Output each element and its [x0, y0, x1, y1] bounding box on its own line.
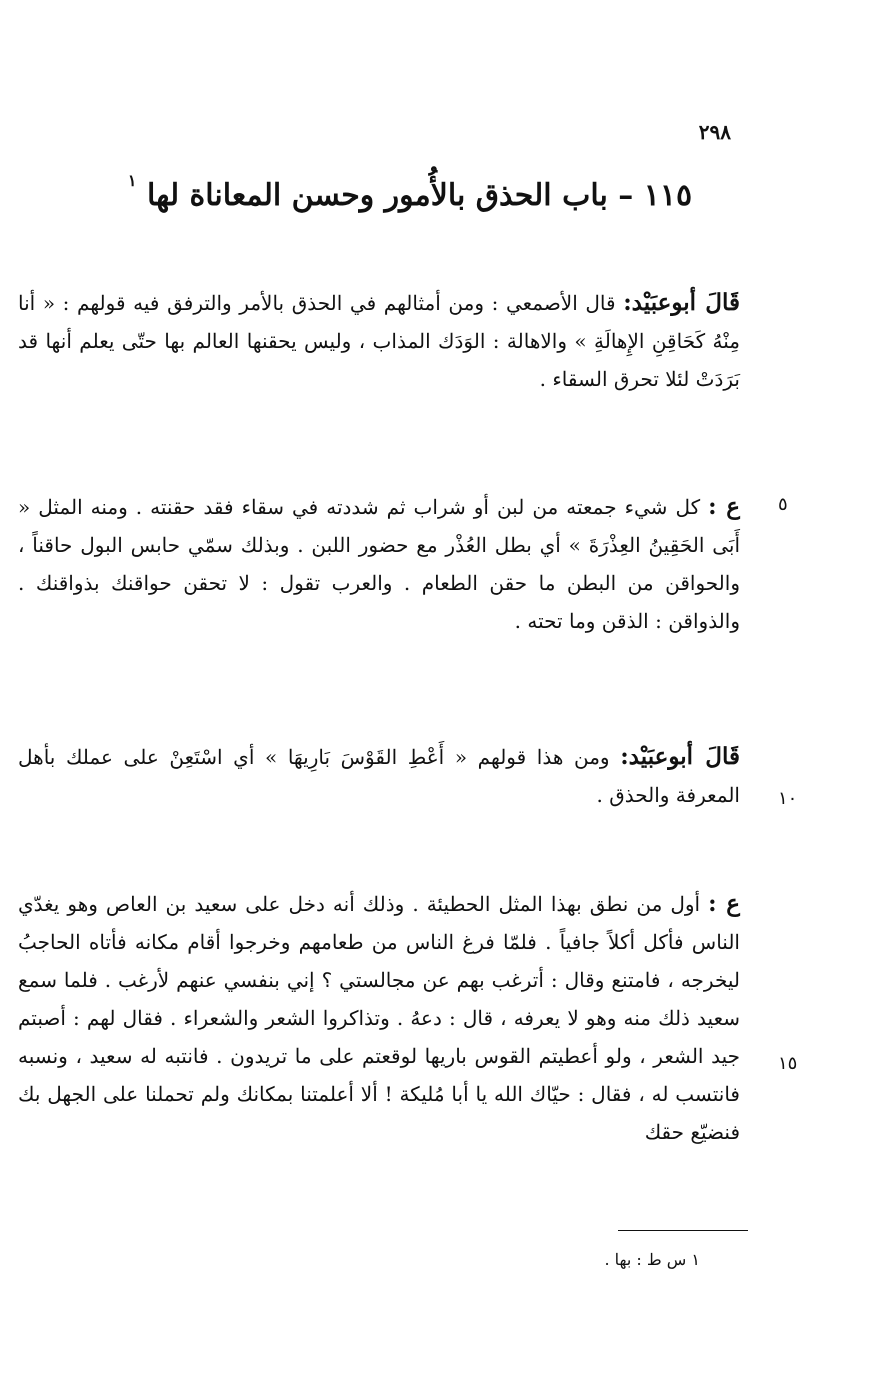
footnote: ١ س ط : بها .: [604, 1250, 700, 1269]
paragraph-lead: قَالَ أبوعبَيْد:: [623, 289, 741, 316]
paragraph: [18, 488, 740, 640]
page-number: ٢٩٨: [698, 120, 731, 144]
paragraph: [18, 738, 740, 814]
line-number: ١٠: [778, 788, 798, 809]
paragraph-lead: ع :: [708, 493, 740, 520]
line-number: ١٥: [778, 1053, 798, 1074]
chapter-heading: [95, 171, 725, 213]
footnote-divider: [618, 1230, 748, 1231]
paragraph: [18, 885, 740, 1151]
paragraph-lead: قَالَ أبوعبَيْد:: [620, 743, 740, 770]
paragraph: [18, 284, 740, 398]
paragraph-text: ومن هذا قولهم « أَعْطِ القَوْسَ بَارِيهَا » أي اسْتَعِنْ على عملك بأهل المعرفة والحذق .: [18, 745, 740, 807]
paragraph-text: أول من نطق بهذا المثل الحطيئة . وذلك أنه دخل على سعيد بن العاص وهو يغدّي الناس فأكل أكلاً جافياً . فلمّا فرغ الناس من طعامهم وخرجوا أقام مكانه فأتاه الحاجبُ ليخرجه ، فامتنع وقال : أترغب بهم عن مجالستي ؟ إني بنفسي عنهم لأرغب . فلما سمع سعيد ذلك منه وهو لا يعرفه ، قال : دعهُ . وتذاكروا الشعر والشعراء . فقال لهم : أصبتم جيد الشعر ، ولو أعطيتم القوس باريها لوقعتم على ما تريدون . فانتبه له سعيد ، ونسبه فانتسب له ، فقال : حيّاك الله يا أبا مُليكة ! ألا أعلمتنا بمكانك ولم تحملنا على الجهل بك فنضيّع حقك: [18, 892, 741, 1144]
line-number: ٥: [778, 494, 788, 515]
paragraph-text: قال الأصمعي : ومن أمثالهم في الحذق بالأمر والترفق فيه قولهم : « أنا مِنْهُ كَحَاقِنِ الإِهالَةِ » والاهالة : الوَدَك المذاب ، وليس يحقنها العالم بها حتّى يعلم أنها قد بَرَدَتْ لئلا تحرق السقاء .: [18, 291, 740, 391]
paragraph-text: كل شيء جمعته من لبن أو شراب ثم شددته في سقاء فقد حقنته . ومنه المثل « أَبَى الحَقِينُ العِذْرَةَ » أي بطل العُذْر مع حضور اللبن . وبذلك سمّي حابس البول حاقناً ، والحواقن من البطن ما حقن الطعام . والعرب تقول : لا تحقن حواقنك بذواقنك . والذواقن : الذقن وما تحته .: [18, 495, 740, 633]
paragraph-lead: ع :: [708, 890, 740, 917]
chapter-title: ١١٥ – باب الحذق بالأُمور وحسن المعاناة لها: [146, 178, 693, 213]
footnote-mark: ١: [127, 171, 137, 190]
